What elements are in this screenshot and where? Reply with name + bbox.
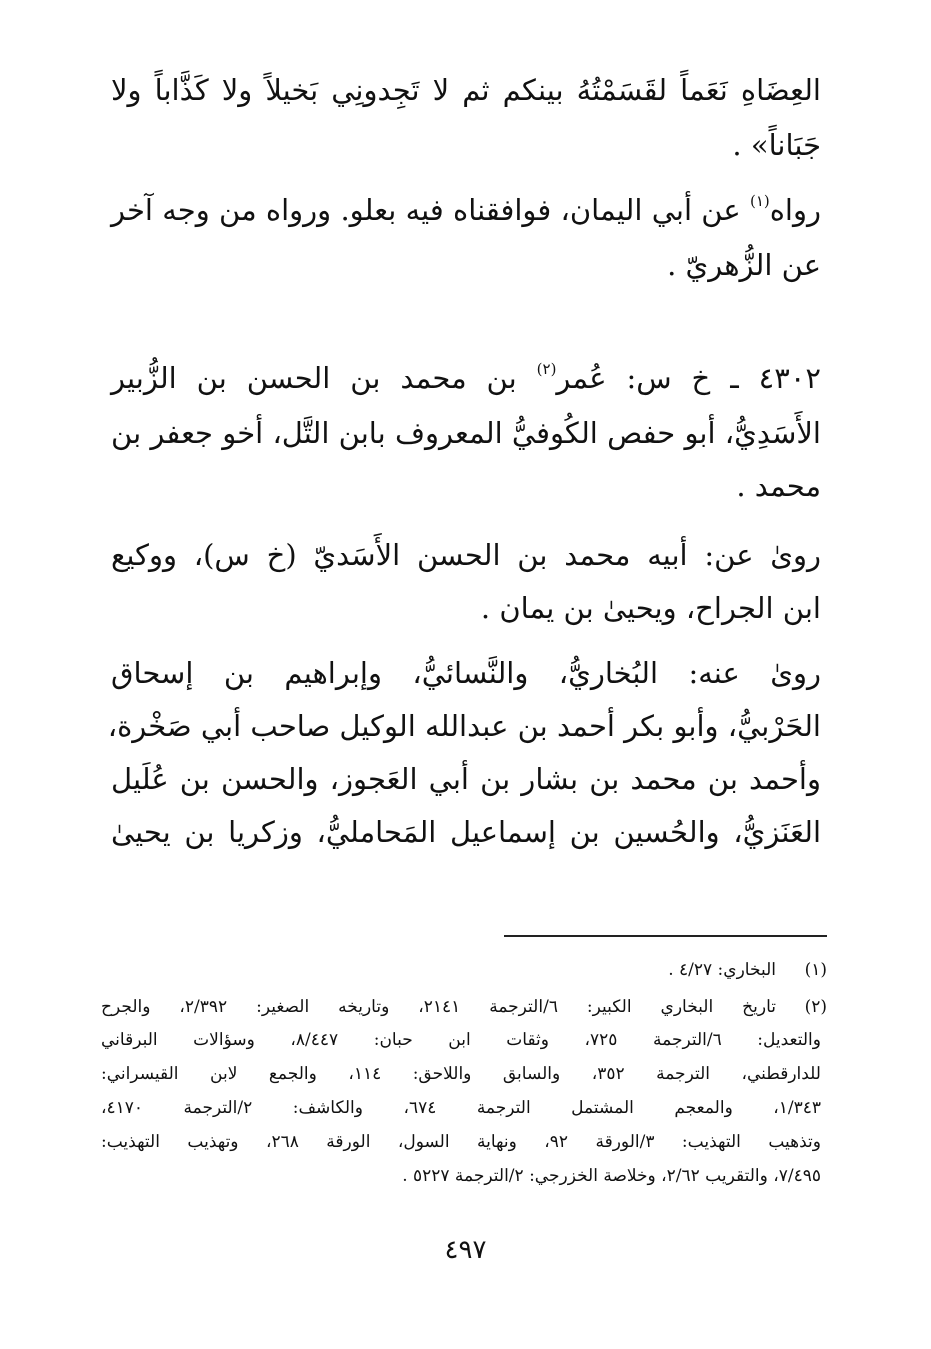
footnote-separator	[504, 935, 827, 937]
text-span: رواه	[769, 193, 821, 227]
text-span: عن أبي اليمان، فوافقناه فيه بعلو. ورواه من وجه آخر	[111, 193, 750, 227]
footnote-text: تاريخ البخاري الكبير: ٦/الترجمة ٢١٤١، وتاريخه الصغير: ٢/٣٩٢، والجرح	[101, 997, 776, 1017]
text-line: روىٰ عنه: البُخاريُّ، والنَّسائيُّ، وإبراهيم بن إسحاق	[111, 656, 821, 690]
text-line: وأحمد بن محمد بن بشار بن أبي العَجوز، والحسن بن عُلَيل	[111, 762, 821, 796]
footnote-number: (١)	[804, 960, 827, 980]
footnote-ref: (٢)	[536, 360, 557, 378]
text-line: الأَسَدِيُّ، أبو حفص الكُوفيُّ المعروف بابن التَّل، أخو جعفر بن	[111, 416, 821, 450]
entry-heading-line	[111, 358, 821, 398]
text-line: روىٰ عن: أبيه محمد بن الحسن الأَسَديّ (خ س)، ووكيع	[111, 538, 821, 572]
text-line: العِضَاهِ نَعَماً لقَسَمْتُهُ بينكم ثم لا تَجِدونِي بَخيلاً ولا كَذَّاباً ولا	[111, 73, 821, 107]
footnote-number: (٢)	[804, 997, 827, 1017]
footnote-text: ٧/٤٩٥، والتقريب ٢/٦٢، وخلاصة الخزرجي: ٢/الترجمة ٥٢٢٧ .	[402, 1166, 821, 1186]
footnote-text: ١/٣٤٣، والمعجم المشتمل الترجمة ٦٧٤، والكاشف: ٢/الترجمة ٤١٧٠،	[101, 1098, 822, 1118]
text-line: عن الزُّهريّ .	[667, 248, 821, 282]
text-line: ابن الجراح، ويحيىٰ بن يمان .	[480, 591, 821, 625]
text-line	[111, 190, 821, 230]
text-line: العَنَزيُّ، والحُسين بن إسماعيل المَحامليُّ، وزكريا بن يحيىٰ	[111, 815, 821, 849]
footnote-ref: (١)	[749, 192, 770, 210]
entry-heading: ٤٣٠٢ ـ خ س: عُمر	[556, 361, 821, 395]
text-line: الحَرْبيُّ، وأبو بكر أحمد بن عبدالله الوكيل صاحب أبي صَخْرة،	[107, 709, 821, 743]
footnote-text: البخاري: ٤/٢٧ .	[668, 960, 776, 980]
footnote-text: وتذهيب التهذيب: ٣/الورقة ٩٢، ونهاية السول، الورقة ٢٦٨، وتهذيب التهذيب:	[101, 1132, 821, 1152]
text-line: محمد .	[736, 469, 821, 503]
text-line: جَبَاناً» .	[732, 128, 821, 162]
page-number: ٤٩٧	[444, 1235, 487, 1265]
text-span: بن محمد بن الحسن بن الزُّبير	[111, 361, 537, 395]
footnote-text: للدارقطني، الترجمة ٣٥٢، والسابق واللاحق: ١١٤، والجمع لابن القيسراني:	[101, 1064, 821, 1084]
footnote-text: والتعديل: ٦/الترجمة ٧٢٥، وثقات ابن حبان: ٨/٤٤٧، وسؤالات البرقاني	[101, 1030, 821, 1050]
